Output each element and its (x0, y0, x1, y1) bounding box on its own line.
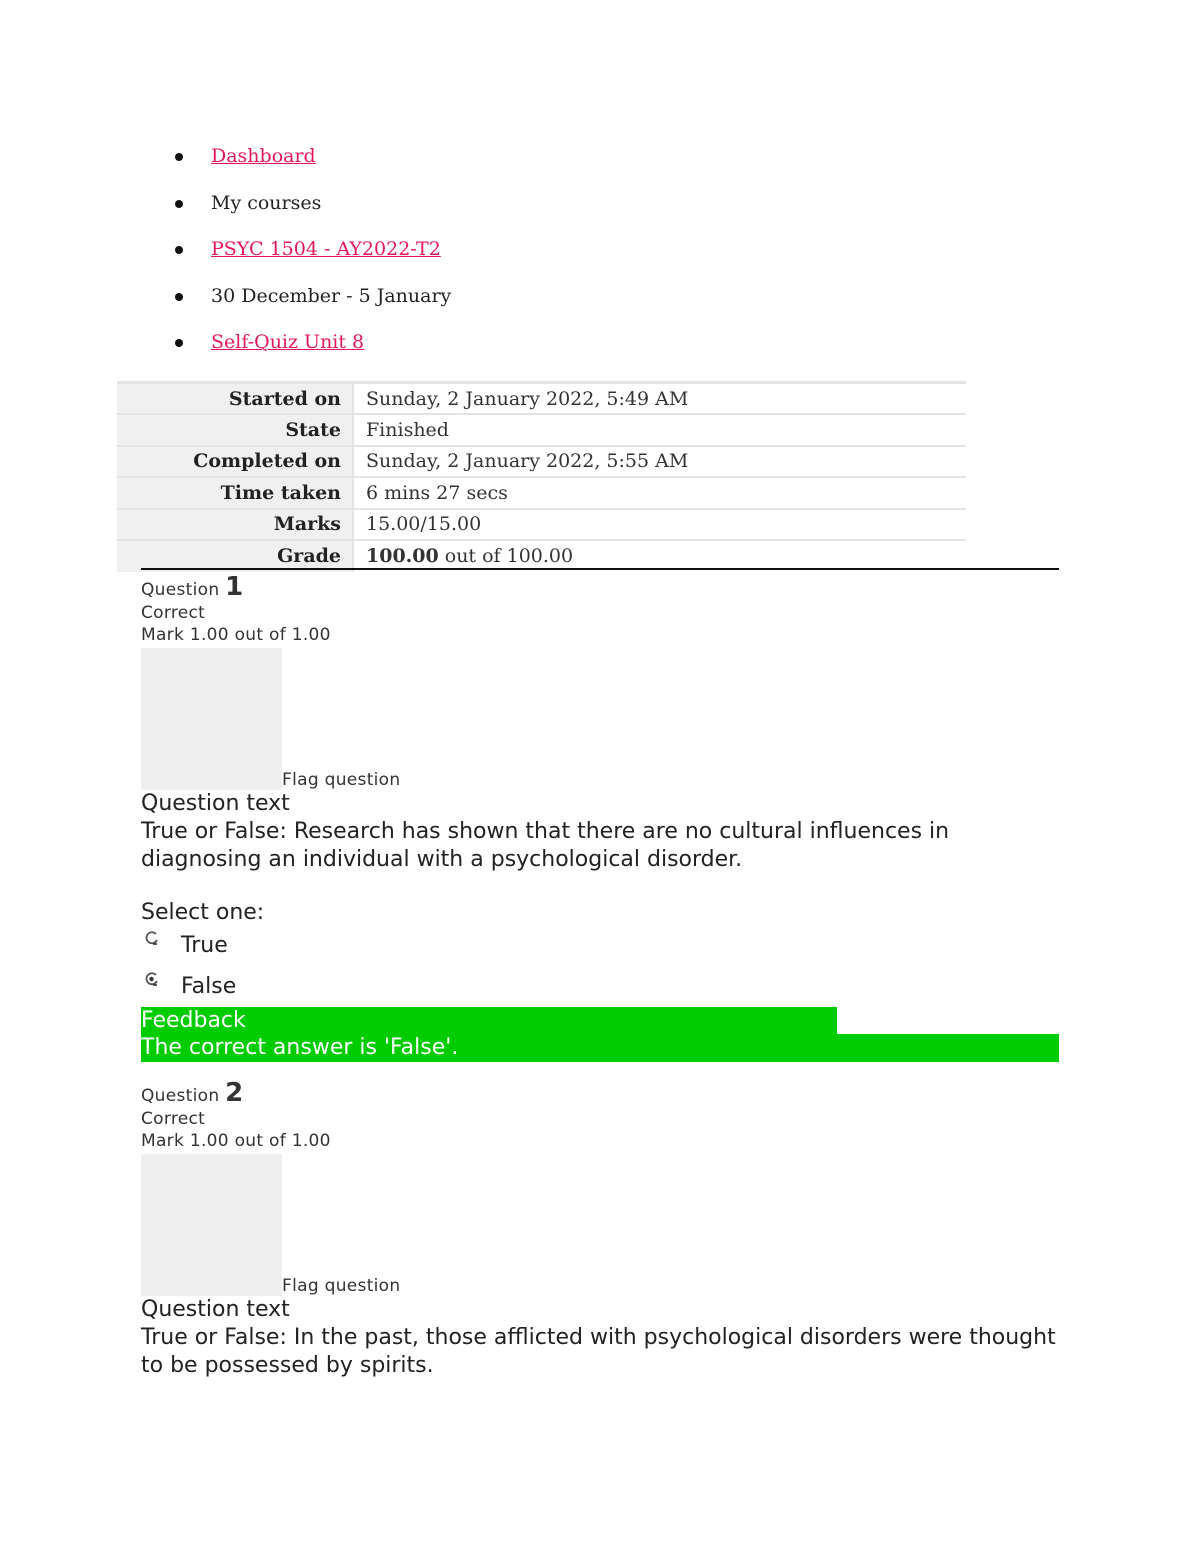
select-one-label: Select one: (141, 900, 265, 925)
summary-label-marks: Marks (117, 509, 353, 541)
radio-checked-icon[interactable] (145, 972, 159, 986)
summary-row-time (117, 477, 966, 509)
breadcrumb-item-my-courses (172, 187, 451, 234)
question-2 (141, 1078, 1061, 1380)
summary-value-grade (353, 540, 966, 572)
option-label: True (181, 933, 228, 958)
feedback-text: The correct answer is 'False'. (141, 1034, 1059, 1062)
breadcrumb-text-week: 30 December - 5 January (211, 284, 452, 307)
question-mark: Mark 1.00 out of 1.00 (141, 1131, 331, 1151)
question-1 (141, 572, 1061, 1062)
breadcrumb-link-quiz[interactable]: Self-Quiz Unit 8 (211, 331, 365, 353)
flag-question[interactable] (141, 1154, 1061, 1296)
bullet-icon (175, 153, 183, 161)
breadcrumb (172, 140, 451, 373)
question-heading (141, 1078, 1061, 1108)
summary-row-grade (117, 540, 966, 572)
breadcrumb-item-dashboard[interactable] (172, 140, 451, 187)
question-number: 1 (225, 572, 244, 602)
question-text-heading: Question text (141, 1297, 290, 1322)
question-number: 2 (225, 1078, 244, 1108)
summary-value-state: Finished (353, 414, 966, 446)
radio-unchecked-icon[interactable] (145, 931, 159, 945)
flag-icon[interactable] (141, 648, 282, 790)
summary-row-started (117, 383, 966, 415)
option-label: False (181, 974, 237, 999)
question-text: True or False: In the past, those afflicted with psychological disorders were thought to be possessed by spirits. (141, 1325, 1056, 1378)
breadcrumb-link-course[interactable]: PSYC 1504 - AY2022-T2 (211, 238, 441, 260)
summary-row-state (117, 414, 966, 446)
flag-question-label[interactable]: Flag question (282, 1276, 401, 1296)
summary-value-started: Sunday, 2 January 2022, 5:49 AM (353, 383, 966, 415)
breadcrumb-item-week (172, 280, 451, 327)
summary-value-marks: 15.00/15.00 (353, 509, 966, 541)
flag-icon[interactable] (141, 1154, 282, 1296)
summary-label-started: Started on (117, 383, 353, 415)
flag-question-label[interactable]: Flag question (282, 770, 401, 790)
breadcrumb-text-my-courses: My courses (211, 191, 322, 214)
grade-out-of: out of 100.00 (438, 545, 574, 568)
summary-label-time: Time taken (117, 477, 353, 509)
bullet-icon (175, 339, 183, 347)
feedback (141, 1007, 1061, 1062)
breadcrumb-link-dashboard[interactable]: Dashboard (211, 145, 316, 167)
question-label: Question (141, 1086, 226, 1106)
summary-label-grade: Grade (117, 540, 353, 572)
question-label: Question (141, 580, 226, 600)
option-true[interactable] (141, 925, 1061, 966)
option-false[interactable] (141, 966, 1061, 1007)
summary-label-state: State (117, 414, 353, 446)
question-state: Correct (141, 1109, 206, 1129)
breadcrumb-item-course[interactable] (172, 233, 451, 280)
feedback-heading: Feedback (141, 1007, 837, 1034)
bullet-icon (175, 246, 183, 254)
question-text-heading: Question text (141, 791, 290, 816)
summary-label-completed: Completed on (117, 446, 353, 478)
flag-question[interactable] (141, 648, 1061, 790)
quiz-summary-table (117, 381, 966, 572)
summary-value-completed: Sunday, 2 January 2022, 5:55 AM (353, 446, 966, 478)
grade-score: 100.00 (366, 545, 439, 568)
summary-row-completed (117, 446, 966, 478)
bullet-icon (175, 200, 183, 208)
summary-row-marks (117, 509, 966, 541)
question-mark: Mark 1.00 out of 1.00 (141, 625, 331, 645)
summary-value-time: 6 mins 27 secs (353, 477, 966, 509)
question-heading (141, 572, 1061, 602)
question-state: Correct (141, 603, 206, 623)
divider (141, 568, 1059, 570)
breadcrumb-item-quiz[interactable] (172, 326, 451, 373)
question-text: True or False: Research has shown that there are no cultural influences in diagnosing an individual with a psychological disorder. (141, 819, 950, 872)
bullet-icon (175, 293, 183, 301)
